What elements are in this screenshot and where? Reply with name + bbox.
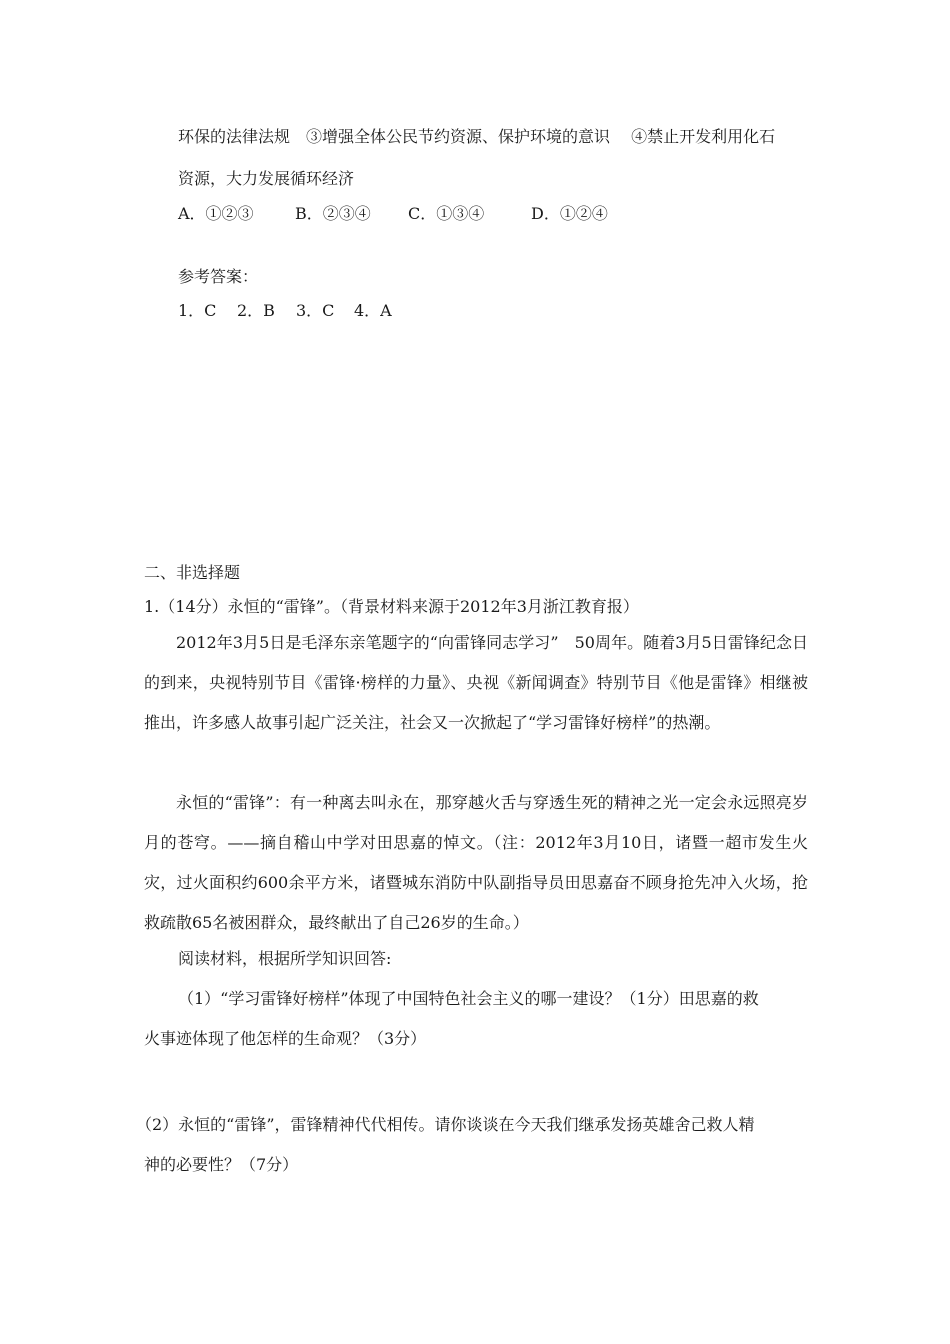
sub-question-2-end: 神的必要性？（7分） bbox=[144, 1155, 299, 1174]
sub-question-2 bbox=[136, 1105, 808, 1185]
answer-key-list bbox=[178, 301, 392, 321]
instruction-text: 阅读材料，根据所学知识回答: bbox=[178, 949, 392, 968]
answer-item: 1．C bbox=[178, 301, 217, 320]
material-paragraph: 2012年3月5日是毛泽东亲笔题字的“向雷锋同志学习” 50周年。随着3月5日雷锋纪念日的到来，央视特别节目《雷锋·榜样的力量》、央视《新闻调查》特别节目《他是雷锋》相继被推出，许多感人故事引起广泛关注，社会又一次掀起了“学习雷锋好榜样”的热潮。 bbox=[144, 633, 808, 732]
answer-key-heading: 参考答案： bbox=[178, 267, 259, 286]
section-heading: 二、非选择题 bbox=[144, 563, 241, 582]
sub-question-2-start: （2）永恒的“雷锋”，雷锋精神代代相传。请你谈谈在今天我们继承发扬英雄舍己救人精 bbox=[136, 1115, 755, 1134]
option-a: A．①②③ bbox=[178, 204, 254, 223]
option-d: D．①②④ bbox=[531, 204, 608, 223]
material-paragraph: 永恒的“雷锋”：有一种离去叫永在，那穿越火舌与穿透生死的精神之光一定会永远照亮岁月的苍穹。——摘自稽山中学对田思嘉的悼文。（注：2012年3月10日，诸暨一超市发生火灾，过火面积约600余平方米，诸暨城东消防中队副指导员田思嘉奋不顾身抢先冲入火场，抢救疏散65名被困群众，最终献出了自己26岁的生命。） bbox=[144, 793, 808, 932]
answer-item: 3．C bbox=[296, 301, 335, 320]
sub-question-1 bbox=[144, 979, 808, 1059]
choice-question-line: 环保的法律法规 ③增强全体公民节约资源、保护环境的意识 ④禁止开发利用化石 bbox=[178, 127, 776, 146]
choice-question-line: 资源，大力发展循环经济 bbox=[178, 169, 355, 188]
answer-options bbox=[178, 204, 631, 224]
sub-question-1-start: （1）“学习雷锋好榜样”体现了中国特色社会主义的哪一建设？（1分）田思嘉的救 bbox=[178, 989, 759, 1008]
answer-item: 4．A bbox=[354, 301, 392, 320]
option-c: C．①③④ bbox=[408, 204, 485, 223]
sub-question-1-end: 火事迹体现了他怎样的生命观？（3分） bbox=[144, 1029, 427, 1048]
question-title: 1.（14分）永恒的“雷锋”。（背景材料来源于2012年3月浙江教育报） bbox=[144, 597, 639, 616]
answer-item: 2．B bbox=[237, 301, 275, 320]
option-b: B．②③④ bbox=[295, 204, 371, 223]
